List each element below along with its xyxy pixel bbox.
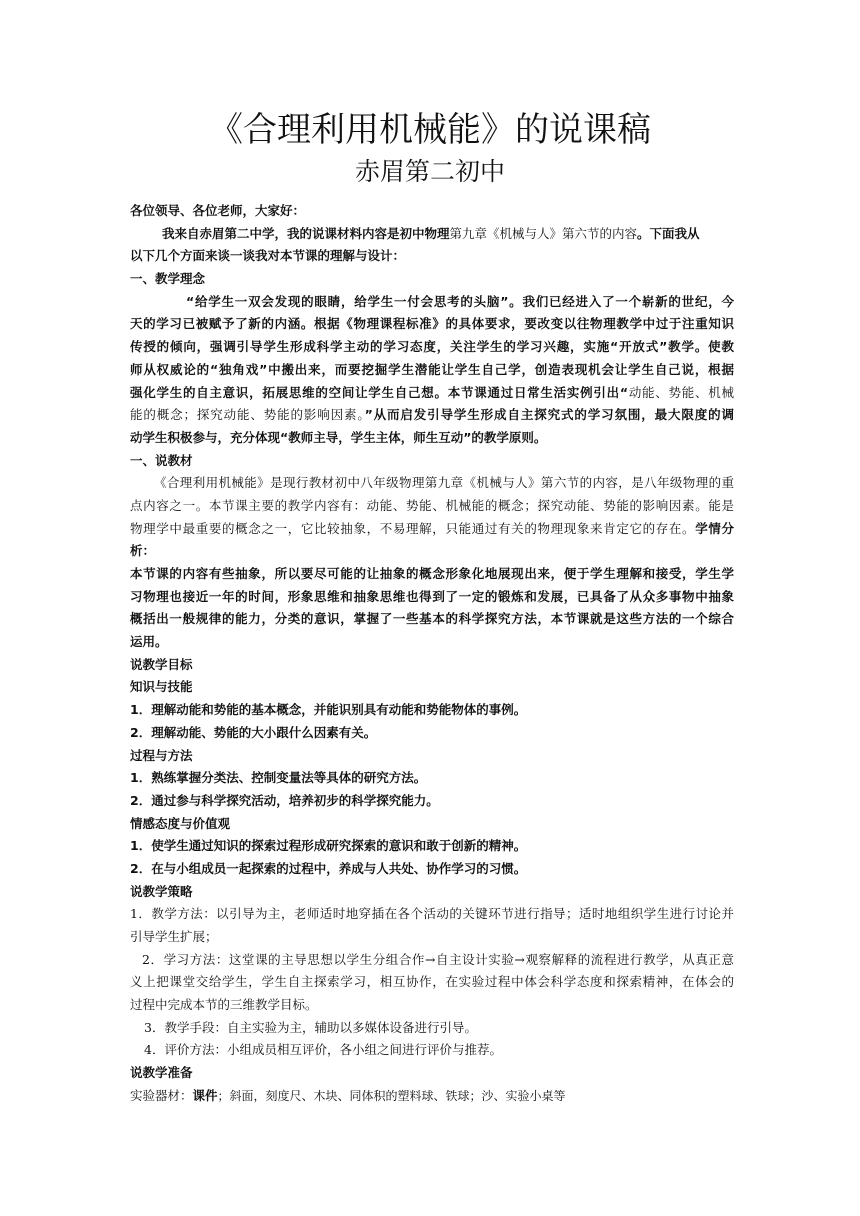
philosophy-line-6: [130, 404, 734, 427]
philosophy-line-3: 传授的倾向，强调引导学生形成科学主动的学习态度，关注学生的学习兴趣，实施“开放式”教学。使教: [130, 339, 734, 355]
intro-line-1: [130, 223, 734, 246]
materials-label: 实验器材：: [130, 1087, 193, 1103]
objectives-knowledge-1: 1．理解动能和势能的基本概念，并能识别具有动能和势能物体的事例。: [130, 702, 527, 718]
intro-line-2: 以下几个方面来谈一谈我对本节课的理解与设计：: [130, 248, 406, 264]
materials-courseware: 课件: [192, 1087, 218, 1103]
philosophy-line-5: [130, 382, 734, 405]
strategy-method-1-cont: 引导学生扩展；: [130, 929, 218, 944]
philosophy-text-2: ”从而启发引导学生形成自主探究式的学习氛围，最大限度的调: [364, 407, 734, 423]
document-subtitle: 赤眉第二初中: [354, 157, 505, 186]
objectives-knowledge-2: 2．理解动能、势能的大小跟什么因素有关。: [130, 724, 377, 740]
philosophy-line-1: “给学生一双会发现的眼睛，给学生一付会思考的头脑”。我们已经进入了一个崭新的世纪，今: [186, 293, 734, 309]
section-heading-textbook: 一、说教材: [130, 452, 193, 468]
section-heading-strategy: 说教学策略: [130, 883, 193, 899]
analysis-line-4: 运用。: [130, 634, 168, 650]
textbook-line-4: 析：: [130, 543, 156, 559]
materials-list: ；斜面，刻度尺、木块、同体积的塑料球、铁球；沙、实验小桌等: [217, 1088, 566, 1103]
strategy-method-2-end: 过程中完成本节的三维教学目标。: [130, 997, 318, 1013]
document-title: 《合理利用机械能》的说课稿: [209, 110, 651, 150]
objectives-process-1: 1．熟练掌握分类法、控制变量法等具体的研究方法。: [130, 770, 427, 786]
student-analysis-label: 学情分: [695, 520, 734, 536]
section-heading-preparation: 说教学准备: [130, 1065, 193, 1081]
philosophy-concepts: 动能、势能、机械: [628, 384, 734, 400]
greeting: 各位领导、各位老师，大家好：: [130, 203, 306, 218]
preparation-line-1: [130, 1085, 734, 1108]
intro-text: 我来自赤眉第二中学，我的说课材料内容是初中物理: [162, 225, 450, 241]
philosophy-line-2: 天的学习已被赋予了新的内涵。根据《物理课程标准》的具体要求，要改变以往物理教学中过于注重知识: [130, 316, 734, 332]
textbook-line-1: 《合理利用机械能》是现行教材初中八年级物理第九章《机械与人》第六节的内容，是八年级物理的重: [154, 475, 734, 491]
document-body: [130, 200, 734, 1108]
strategy-method-2-cont: 义上把课堂交给学生，学生自主探索学习，相互协作，在实验过程中体会科学态度和探索精神，在体会的: [130, 974, 734, 990]
objectives-emotion-2: 2．在与小组成员一起探索的过程中，养成与人共处、协作学习的习惯。: [130, 860, 527, 876]
intro-text-end: 。下面我从: [637, 225, 700, 241]
analysis-line-1: 本节课的内容有些抽象，所以要尽可能的让抽象的概念形象化地展现出来，便于学生理解和接受，学生学: [130, 566, 734, 581]
analysis-line-2: 习物理也接近一年的时间，形象思维和抽象思维也得到了一定的锻炼和发展，已具备了从众多事物中抽象: [130, 588, 734, 604]
strategy-method-3: 3．教学手段：自主实验为主，辅助以多媒体设备进行引导。: [144, 1019, 477, 1035]
objectives-emotion-1: 1．使学生通过知识的探索过程形成研究探索的意识和敢于创新的精神。: [130, 838, 527, 854]
objectives-knowledge-heading: 知识与技能: [130, 679, 193, 695]
philosophy-text: 强化学生的自主意识，拓展思维的空间让学生自己想。本节课通过日常生活实例引出“: [130, 384, 629, 400]
section-heading-philosophy: 一、教学理念: [130, 271, 206, 287]
philosophy-concepts-2: 能的概念；探究动能、势能的影响因素。: [130, 407, 365, 423]
textbook-line-3: [130, 518, 734, 541]
textbook-line-2: 点内容之一。本节课主要的教学内容有：动能、势能、机械能的概念；探究动能、势能的影响因素。能是: [130, 497, 734, 513]
objectives-emotion-heading: 情感态度与价值观: [130, 815, 231, 831]
strategy-method-2: 2．学习方法：这堂课的主导思想以学生分组合作→自主设计实验→观察解释的流程进行教学，从真正意: [142, 951, 734, 967]
intro-chapter: 第九章《机械与人》第六节的内容: [449, 225, 638, 241]
objectives-process-heading: 过程与方法: [130, 747, 193, 763]
objectives-process-2: 2．通过参与科学探究活动，培养初步的科学探究能力。: [130, 792, 439, 808]
strategy-method-1: 1．教学方法：以引导为主，老师适时地穿插在各个活动的关键环节进行指导；适时地组织学生进行讨论并: [130, 906, 734, 922]
philosophy-line-4: 师从权威论的“独角戏”中搬出来，而要挖掘学生潜能让学生自己学，创造表现机会让学生自己说，根据: [130, 361, 734, 377]
analysis-line-3: 概括出一般规律的能力，分类的意识，掌握了一些基本的科学探究方法，本节课就是这些方法的一个综合: [130, 611, 734, 627]
strategy-method-4: 4．评价方法：小组成员相互评价，各小组之间进行评价与推荐。: [144, 1042, 502, 1058]
textbook-text: 物理学中最重要的概念之一，它比较抽象，不易理解，只能通过有关的物理现象来肯定它的存在。: [130, 520, 696, 536]
philosophy-line-7: 动学生积极参与，充分体现“教师主导，学生主体，师生互动”的教学原则。: [130, 429, 547, 445]
section-heading-objectives: 说教学目标: [130, 656, 193, 672]
